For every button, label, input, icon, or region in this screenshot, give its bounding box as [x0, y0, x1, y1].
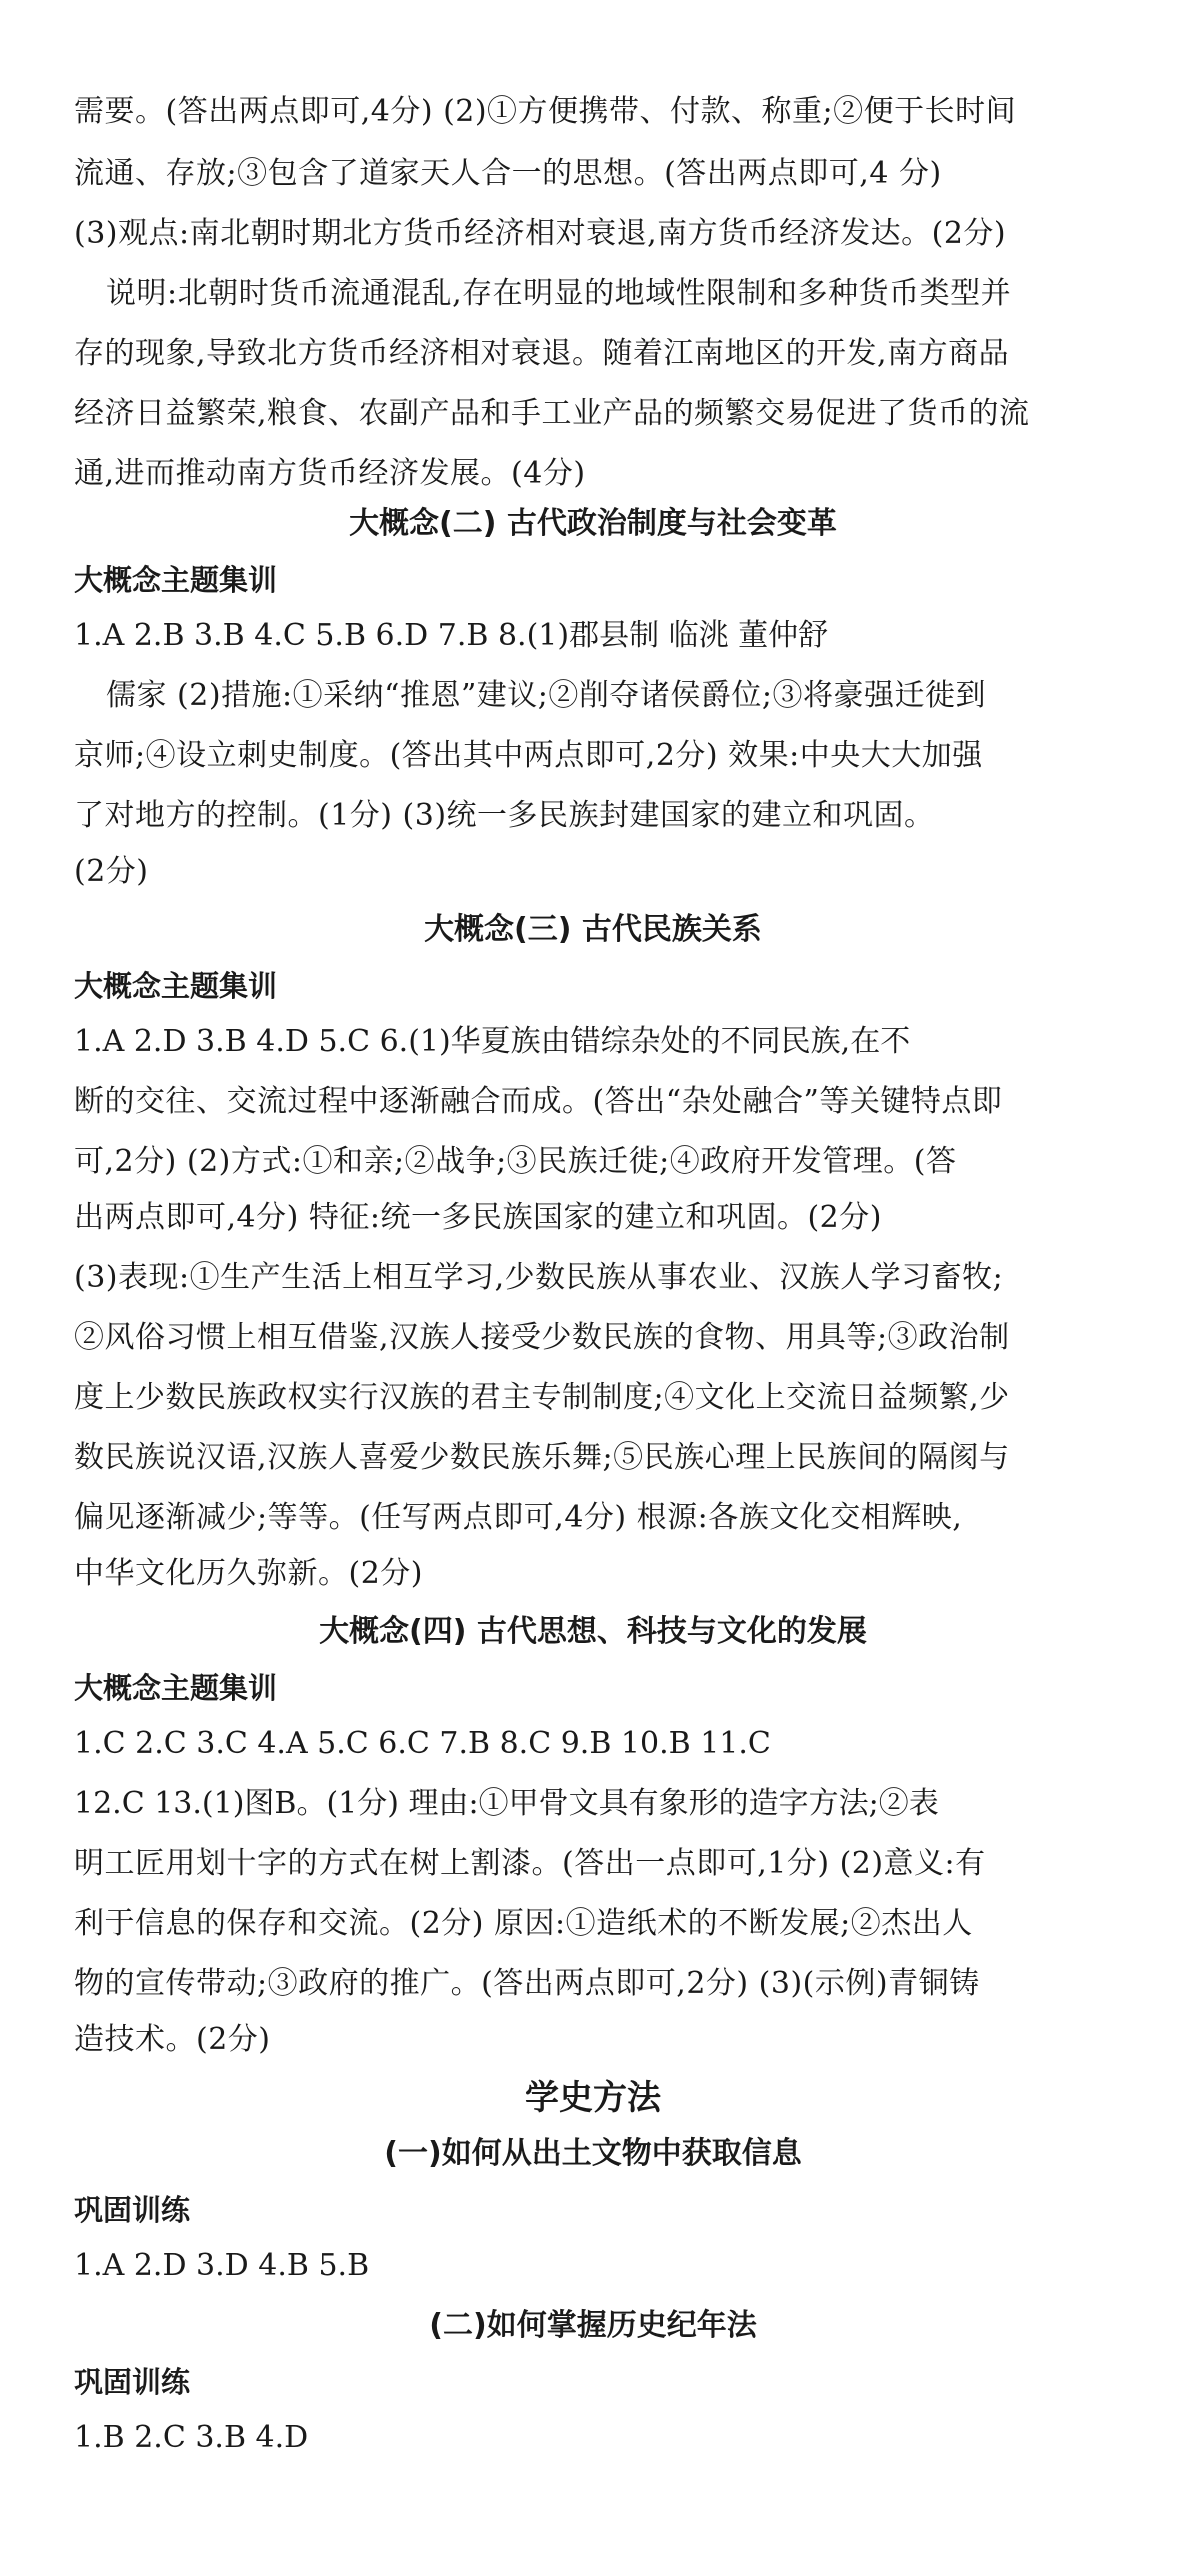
section2-heading: 大概念(二) 古代政治制度与社会变革 [349, 506, 837, 541]
section3-line-6: ②风俗习惯上相互借鉴,汉族人接受少数民族的食物、用具等;③政治制 [74, 1320, 1010, 1355]
section3-line-9: 偏见逐渐减少;等等。(任写两点即可,4分) 根源:各族文化交相辉映, [74, 1500, 963, 1535]
section4-heading: 大概念(四) 古代思想、科技与文化的发展 [319, 1614, 867, 1649]
section4-subheading: 大概念主题集训 [74, 1671, 278, 1705]
section3-subheading: 大概念主题集训 [74, 969, 278, 1003]
section3-line-10: 中华文化历久弥新。(2分) [74, 1556, 423, 1591]
section2-line-1: 1.A 2.B 3.B 4.C 5.B 6.D 7.B 8.(1)郡县制 临洮 董仲舒 [74, 618, 829, 653]
section2-line-4: 了对地方的控制。(1分) (3)统一多民族封建国家的建立和巩固。 [74, 798, 935, 833]
methods-part1-heading: (一)如何从出土文物中获取信息 [384, 2136, 802, 2171]
section2-line-2: 儒家 (2)措施:①采纳“推恩”建议;②削夺诸侯爵位;③将豪强迁徙到 [106, 678, 987, 713]
section2-line-3: 京师;④设立刺史制度。(答出其中两点即可,2分) 效果:中央大大加强 [74, 738, 983, 773]
intro-line-7: 通,进而推动南方货币经济发展。(4分) [74, 456, 586, 491]
section4-line-1: 1.C 2.C 3.C 4.A 5.C 6.C 7.B 8.C 9.B 10.B 11.C [74, 1726, 771, 1761]
methods-part1-answers: 1.A 2.D 3.D 4.B 5.B [74, 2248, 370, 2283]
intro-line-1: 需要。(答出两点即可,4分) (2)①方便携带、付款、称重;②便于长时间 [74, 94, 1017, 129]
section3-line-8: 数民族说汉语,汉族人喜爱少数民族乐舞;⑤民族心理上民族间的隔阂与 [74, 1440, 1010, 1475]
section3-line-5: (3)表现:①生产生活上相互学习,少数民族从事农业、汉族人学习畜牧; [74, 1260, 1004, 1295]
intro-line-6: 经济日益繁荣,粮食、农副产品和手工业产品的频繁交易促进了货币的流 [74, 396, 1030, 431]
intro-line-3: (3)观点:南北朝时期北方货币经济相对衰退,南方货币经济发达。(2分) [74, 216, 1007, 251]
section4-line-2: 12.C 13.(1)图B。(1分) 理由:①甲骨文具有象形的造字方法;②表 [74, 1786, 939, 1821]
section2-subheading: 大概念主题集训 [74, 563, 278, 597]
methods-heading: 学史方法 [525, 2078, 661, 2118]
intro-line-5: 存的现象,导致北方货币经济相对衰退。随着江南地区的开发,南方商品 [74, 336, 1010, 371]
section3-heading: 大概念(三) 古代民族关系 [424, 912, 762, 947]
section3-line-4: 出两点即可,4分) 特征:统一多民族国家的建立和巩固。(2分) [74, 1200, 882, 1235]
section3-line-2: 断的交往、交流过程中逐渐融合而成。(答出“杂处融合”等关键特点即 [74, 1084, 1003, 1119]
section3-line-7: 度上少数民族政权实行汉族的君主专制制度;④文化上交流日益频繁,少 [74, 1380, 1010, 1415]
methods-part2-heading: (二)如何掌握历史纪年法 [429, 2308, 757, 2343]
section2-line-5: (2分) [74, 854, 149, 889]
section4-line-3: 明工匠用划十字的方式在树上割漆。(答出一点即可,1分) (2)意义:有 [74, 1846, 986, 1881]
methods-part2-answers: 1.B 2.C 3.B 4.D [74, 2420, 309, 2455]
intro-line-4: 说明:北朝时货币流通混乱,存在明显的地域性限制和多种货币类型并 [106, 276, 1012, 311]
methods-part2-subheading: 巩固训练 [74, 2365, 191, 2399]
section4-line-6: 造技术。(2分) [74, 2022, 271, 2057]
intro-line-2: 流通、存放;③包含了道家天人合一的思想。(答出两点即可,4 分) [74, 156, 942, 191]
section3-line-1: 1.A 2.D 3.B 4.D 5.C 6.(1)华夏族由错综杂处的不同民族,在不 [74, 1024, 911, 1059]
section4-line-4: 利于信息的保存和交流。(2分) 原因:①造纸术的不断发展;②杰出人 [74, 1906, 973, 1941]
section3-line-3: 可,2分) (2)方式:①和亲;②战争;③民族迁徙;④政府开发管理。(答 [74, 1144, 957, 1179]
section4-line-5: 物的宣传带动;③政府的推广。(答出两点即可,2分) (3)(示例)青铜铸 [74, 1966, 980, 2001]
methods-part1-subheading: 巩固训练 [74, 2193, 191, 2227]
